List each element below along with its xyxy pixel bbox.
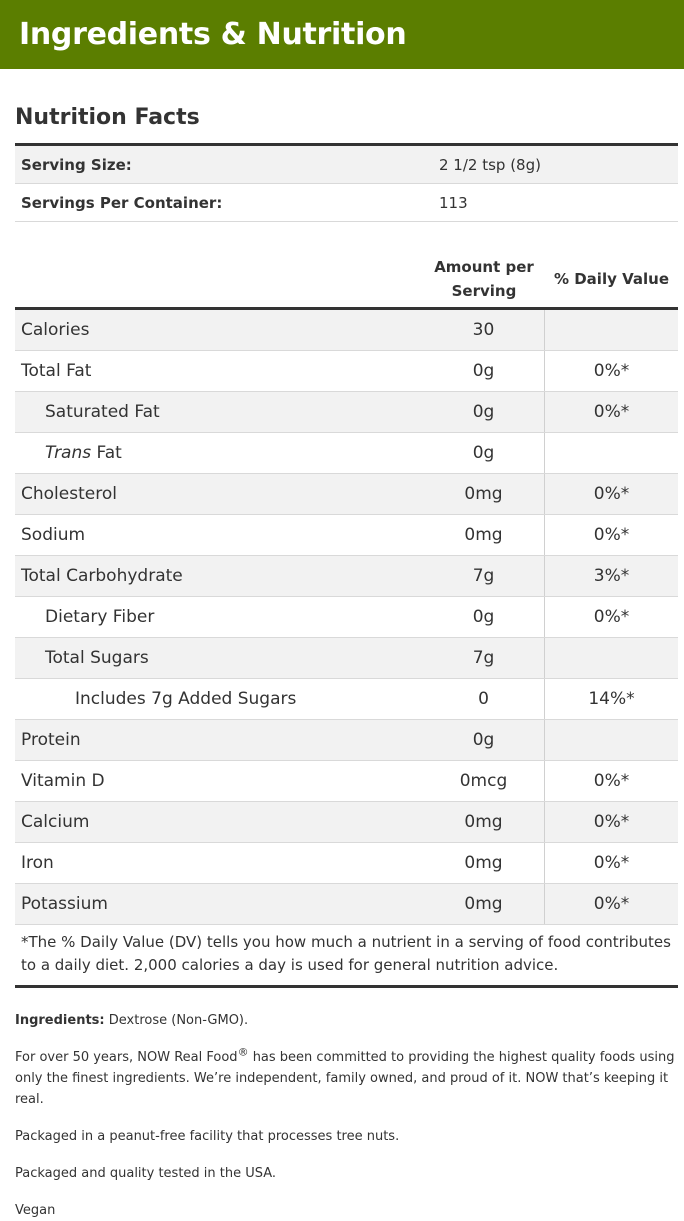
serving-info — [15, 143, 678, 222]
content — [0, 105, 684, 1221]
table-row — [15, 556, 678, 597]
table-row — [15, 679, 678, 720]
ingredients-value: Dextrose (Non-GMO). — [104, 1013, 249, 1028]
nutrient-amount: 0mg — [423, 802, 545, 842]
nutrient-name: Calcium — [21, 812, 90, 832]
nutrient-daily-value: 0%* — [593, 525, 630, 545]
nutrient-name: Total Fat — [21, 361, 92, 381]
table-row — [15, 720, 678, 761]
serving-size-value: 2 1/2 tsp (8g) — [439, 155, 541, 174]
amount-header-line1: Amount per — [434, 258, 534, 276]
serving-size-label: Serving Size: — [21, 155, 132, 174]
table-row — [15, 802, 678, 843]
nutrient-daily-value — [545, 433, 678, 473]
about-text-part1: For over 50 years, NOW Real Food — [15, 1050, 238, 1065]
table-row — [15, 392, 678, 433]
nutrient-name: Iron — [21, 853, 54, 873]
nutrient-amount: 0mcg — [423, 761, 545, 801]
table-row — [15, 638, 678, 679]
ingredients-line — [15, 1010, 678, 1031]
nutrient-name: Protein — [21, 730, 81, 750]
nutrient-daily-value: 14%* — [588, 689, 635, 709]
table-row — [15, 597, 678, 638]
table-row — [15, 761, 678, 802]
nutrition-facts-title: Nutrition Facts — [15, 105, 200, 130]
nutrient-amount: 0mg — [423, 474, 545, 514]
nutrient-name: Calories — [21, 320, 90, 340]
nutrient-amount: 0mg — [423, 515, 545, 555]
ingredients-section — [15, 1010, 678, 1221]
nutrient-daily-value: 0%* — [593, 402, 630, 422]
about-text-part2: has been committed to providing the highest quality foods using only the finest ingredients. We’re independent, family owned, and proud of it. NOW that’s keeping it real. — [15, 1050, 679, 1107]
nutrient-daily-value: 0%* — [593, 894, 630, 914]
daily-value-header: % Daily Value — [553, 270, 669, 288]
table-row — [15, 310, 678, 351]
nutrient-daily-value: 0%* — [593, 484, 630, 504]
facility-note: Packaged in a peanut-free facility that processes tree nuts. — [15, 1129, 400, 1144]
nutrient-name: Total Carbohydrate — [21, 566, 183, 586]
table-row — [15, 474, 678, 515]
nutrient-daily-value: 3%* — [593, 566, 630, 586]
table-row — [15, 351, 678, 392]
daily-value-footnote: *The % Daily Value (DV) tells you how much a nutrient in a serving of food contributes to a daily diet. 2,000 calories a day is used for general nutrition advice. — [15, 925, 678, 988]
trans-italic: Trans — [45, 443, 92, 463]
servings-per-container-label: Servings Per Container: — [21, 193, 223, 212]
nutrient-amount: 0mg — [423, 843, 545, 883]
header-blank — [15, 251, 423, 307]
table-row — [15, 843, 678, 884]
tested-note: Packaged and quality tested in the USA. — [15, 1166, 277, 1181]
section-header — [0, 0, 684, 69]
servings-per-container-row — [15, 184, 678, 222]
about-paragraph — [15, 1047, 678, 1110]
amount-header-line2: Serving — [451, 282, 517, 300]
nutrient-daily-value — [545, 720, 678, 760]
nutrient-amount: 0g — [423, 597, 545, 637]
table-row — [15, 433, 678, 474]
nutrient-daily-value: 0%* — [593, 361, 630, 381]
nutrient-daily-value: 0%* — [593, 853, 630, 873]
nutrient-name — [15, 433, 423, 473]
nutrient-name: Includes 7g Added Sugars — [75, 689, 297, 709]
nutrition-table-header — [15, 251, 678, 310]
nutrient-name: Potassium — [21, 894, 108, 914]
vegan-note: Vegan — [15, 1203, 56, 1218]
nutrition-table-body — [15, 310, 678, 925]
nutrient-amount: 0g — [423, 392, 545, 432]
nutrient-name: Total Sugars — [45, 648, 149, 668]
servings-per-container-value: 113 — [439, 193, 468, 212]
nutrient-daily-value — [545, 638, 678, 678]
table-row — [15, 515, 678, 556]
amount-per-serving-header — [423, 251, 545, 307]
nutrient-daily-value — [545, 310, 678, 350]
nutrient-name: Saturated Fat — [45, 402, 160, 422]
nutrient-name: Cholesterol — [21, 484, 117, 504]
trans-fat-rest: Fat — [91, 443, 122, 463]
nutrient-amount: 30 — [423, 310, 545, 350]
nutrient-daily-value: 0%* — [593, 771, 630, 791]
registered-mark: ® — [237, 1045, 249, 1059]
nutrient-name: Vitamin D — [21, 771, 105, 791]
nutrient-amount: 0g — [423, 720, 545, 760]
nutrient-amount: 0mg — [423, 884, 545, 924]
nutrient-amount: 0g — [423, 351, 545, 391]
nutrient-amount: 7g — [423, 638, 545, 678]
nutrient-daily-value: 0%* — [593, 812, 630, 832]
serving-size-row — [15, 146, 678, 184]
nutrient-amount: 7g — [423, 556, 545, 596]
ingredients-label: Ingredients: — [15, 1013, 105, 1028]
nutrient-amount: 0 — [423, 679, 545, 719]
table-row — [15, 884, 678, 925]
nutrient-daily-value: 0%* — [593, 607, 630, 627]
section-title: Ingredients & Nutrition — [19, 17, 407, 52]
nutrient-name: Dietary Fiber — [45, 607, 155, 627]
nutrient-name: Sodium — [21, 525, 86, 545]
nutrient-amount: 0g — [423, 433, 545, 473]
